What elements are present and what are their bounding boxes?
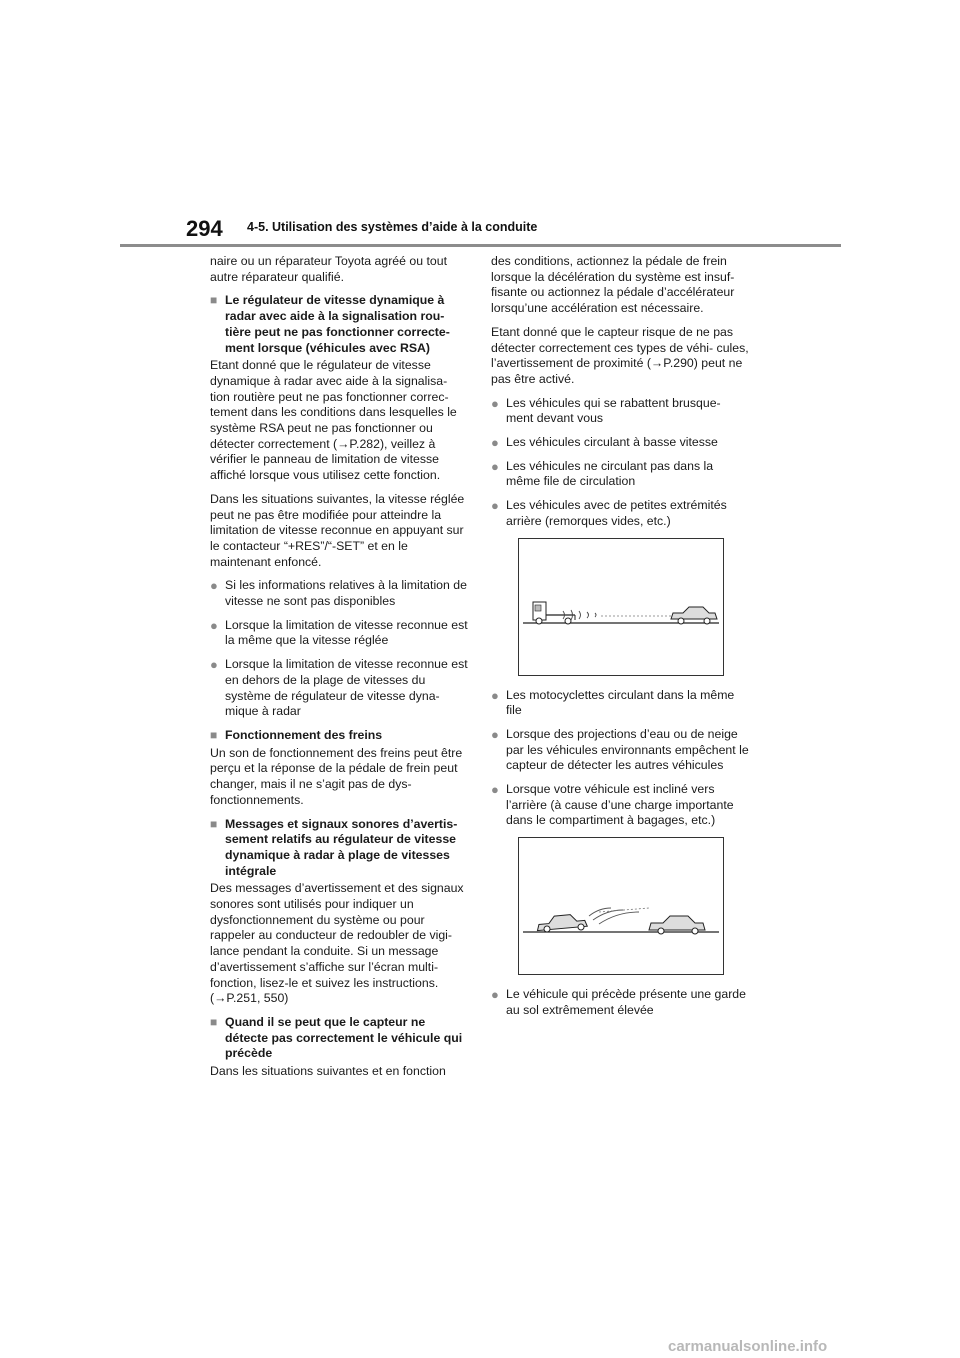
list-item: [491, 727, 749, 774]
bullet-dot-icon: ●: [491, 498, 499, 514]
continued-paragraph-1: des conditions, actionnez la pédale de frein lorsque la décélération du système est insuf- fisante ou actionnez la pédale d’accélérateur lorsqu’une accélération est nécessaire.: [491, 254, 735, 316]
bullet-dot-icon: ●: [210, 578, 218, 594]
messages-heading: [210, 817, 468, 880]
right-column: [491, 254, 749, 1027]
bullet-dot-icon: ●: [210, 657, 218, 673]
square-bullet-icon: ■: [210, 1014, 218, 1029]
brakes-heading-text: Fonctionnement des freins: [225, 727, 383, 742]
list-item: [210, 578, 468, 609]
list-item-text: Lorsque la limitation de vitesse reconnue est la même que la vitesse réglée: [225, 617, 468, 648]
list-item-text: Les motocyclettes circulant dans la même file: [506, 687, 735, 718]
left-column: [210, 254, 468, 1088]
list-item-text: Lorsque la limitation de vitesse reconnue est en dehors de la plage de vitesses du système de régulateur de vitesse dyna- mique à radar: [225, 657, 468, 719]
rsa-heading: [210, 293, 468, 356]
list-item: [210, 618, 468, 649]
square-bullet-icon: ■: [210, 816, 218, 831]
list-item-text: Les véhicules circulant à basse vitesse: [506, 435, 718, 450]
list-item-text: Les véhicules qui se rabattent brusque- ment devant vous: [506, 395, 721, 426]
list-item: [491, 688, 749, 719]
bullet-dot-icon: ●: [491, 782, 499, 798]
list-item: [491, 435, 749, 451]
brakes-heading: [210, 728, 468, 744]
page-number: 294: [186, 216, 223, 241]
list-item: [491, 498, 749, 529]
sensor-heading: [210, 1015, 468, 1062]
bullet-dot-icon: ●: [491, 458, 499, 474]
illustration-inclined-car: [518, 837, 724, 975]
list-item-text: Les véhicules ne circulant pas dans la même file de circulation: [506, 458, 714, 489]
list-item-text: Si les informations relatives à la limitation de vitesse ne sont pas disponibles: [225, 578, 467, 609]
rsa-paragraph-2: Dans les situations suivantes, la vitesse réglée peut ne pas être modifiée pour atteindre la limitation de vitesse reconnue en appuyant sur le contacteur “+RES”/“-SET” et en le maintenant enfoncé.: [210, 491, 465, 569]
list-item: [210, 657, 468, 720]
messages-paragraph: Des messages d’avertissement et des signaux sonores sont utilisés pour indiquer un dysfonctionnement du système ou pour rappeler au conducteur de redoubler de vigi- lance pendant la conduite. Si un message d’avertissement s’affiche sur l’écran multi- fonction, lisez-le et suivez les instructions. (→P.251, 550): [210, 881, 464, 1006]
list-item: [491, 396, 749, 427]
bullet-dot-icon: ●: [491, 726, 499, 742]
illustration-truck-and-car: [518, 538, 724, 676]
square-bullet-icon: ■: [210, 293, 218, 308]
brakes-paragraph: Un son de fonctionnement des freins peut être perçu et la réponse de la pédale de frein peut changer, mais il ne s’agit pas de dys- fonctionnements.: [210, 745, 463, 807]
rsa-paragraph-1: Etant donné que le régulateur de vitesse dynamique à radar avec aide à la signalisa- tion routière peut ne pas fonctionner correc- tement dans les conditions dans lesquelles le système RSA peut ne pas fonctionner ou détecter correctement (→P.282), veillez à vérifier le panneau de limitation de vitesse affiché lorsque vous utilisez cette fonction.: [210, 358, 457, 483]
header-divider: [120, 244, 841, 247]
continued-paragraph-2: Etant donné que le capteur risque de ne pas détecter correctement ces types de véhi- cules, l’avertissement de proximité (→P.290) peut ne pas être activé.: [491, 324, 749, 386]
bullet-dot-icon: ●: [491, 395, 499, 411]
intro-text: naire ou un réparateur Toyota agréé ou tout autre réparateur qualifié.: [210, 254, 447, 284]
bullet-dot-icon: ●: [491, 687, 499, 703]
list-item-text: Les véhicules avec de petites extrémités arrière (remorques vides, etc.): [506, 498, 727, 528]
watermark: carmanualsonline.info: [668, 1338, 828, 1355]
list-item-text: Lorsque des projections d’eau ou de neige par les véhicules environnants empêchent le capteur de détecter les autres véhicules: [506, 726, 749, 773]
sensor-heading-text: Quand il se peut que le capteur ne détecte pas correctement le véhicule qui précède: [225, 1014, 463, 1061]
list-item: [491, 987, 749, 1018]
square-bullet-icon: ■: [210, 727, 218, 742]
sensor-paragraph: Dans les situations suivantes et en fonction: [210, 1064, 446, 1079]
rsa-heading-text: Le régulateur de vitesse dynamique à radar avec aide à la signalisation rou- tière peut ne pas fonctionner correcte- ment lorsque (véhicules avec RSA): [225, 293, 450, 355]
bullet-dot-icon: ●: [210, 617, 218, 633]
list-item-text: Le véhicule qui précède présente une garde au sol extrêmement élevée: [506, 987, 746, 1017]
bullet-dot-icon: ●: [491, 435, 499, 451]
truck-car-illustration-icon: [519, 539, 723, 675]
list-item: [491, 782, 749, 829]
list-item-text: Lorsque votre véhicule est incliné vers l’arrière (à cause d’une charge importante dans le compartiment à bagages, etc.): [506, 782, 734, 828]
bullet-dot-icon: ●: [491, 987, 499, 1003]
messages-heading-text: Messages et signaux sonores d’avertis- sement relatifs au régulateur de vitesse dynamique à radar à plage de vitesses intégrale: [225, 816, 458, 878]
section-title: 4-5. Utilisation des systèmes d’aide à la conduite: [247, 220, 538, 234]
list-item: [491, 459, 749, 490]
inclined-car-illustration-icon: [519, 838, 723, 974]
